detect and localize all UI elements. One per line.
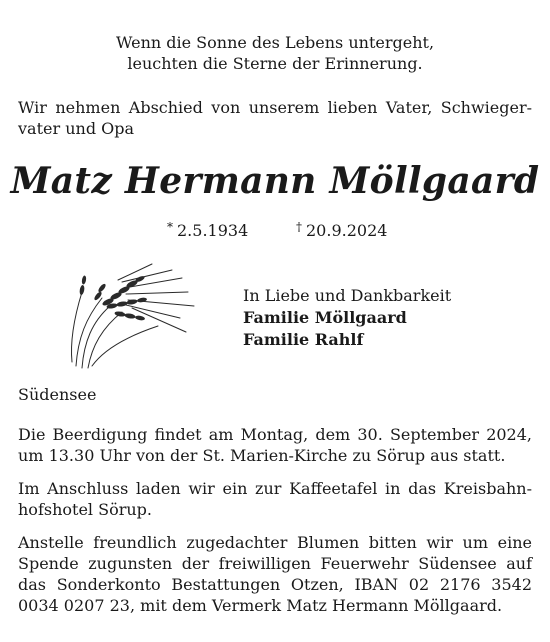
motto-line-2: leuchten die Sterne der Erinnerung. xyxy=(127,54,423,73)
deceased-name: Matz Hermann Möllgaard xyxy=(10,160,540,202)
birth-star-symbol: * xyxy=(167,220,173,234)
motto-line-1: Wenn die Sonne des Lebens untergeht, xyxy=(115,33,435,52)
birth-date-block xyxy=(167,220,248,240)
wheat-ears-icon xyxy=(62,262,200,370)
place-name: Südensee xyxy=(18,385,97,404)
motto-verse xyxy=(0,32,550,74)
intro-text: Wir nehmen Abschied von unserem lieben Vater, Schwieger- vater und Opa xyxy=(18,98,532,138)
family-rahlf: Familie Rahlf xyxy=(243,330,364,349)
signers-block xyxy=(243,285,451,351)
birth-date: 2.5.1934 xyxy=(177,221,249,240)
funeral-paragraph: Die Beerdigung findet am Montag, dem 30. September 2024, um 13.30 Uhr von der St. Marien-Kirche zu Sörup aus statt. xyxy=(18,425,532,465)
death-date-block xyxy=(296,220,387,240)
death-cross-symbol: † xyxy=(296,220,302,234)
family-moellgaard: Familie Möllgaard xyxy=(243,308,407,327)
donation-paragraph: Anstelle freundlich zugedachter Blumen bitten wir um eine Spende zugunsten der freiwilligen Feuerwehr Südensee auf das Sonderkonto Bestattungen Otzen, IBAN 02 2176 3542 0034 0207 23, mit dem Vermerk Matz Hermann Möllgaard. xyxy=(18,533,532,615)
greeting-line: In Liebe und Dankbarkeit xyxy=(243,286,452,305)
coffee-paragraph: Im Anschluss laden wir ein zur Kaffeetafel in das Kreisbahn- hofshotel Sörup. xyxy=(18,479,532,519)
death-date: 20.9.2024 xyxy=(306,221,388,240)
